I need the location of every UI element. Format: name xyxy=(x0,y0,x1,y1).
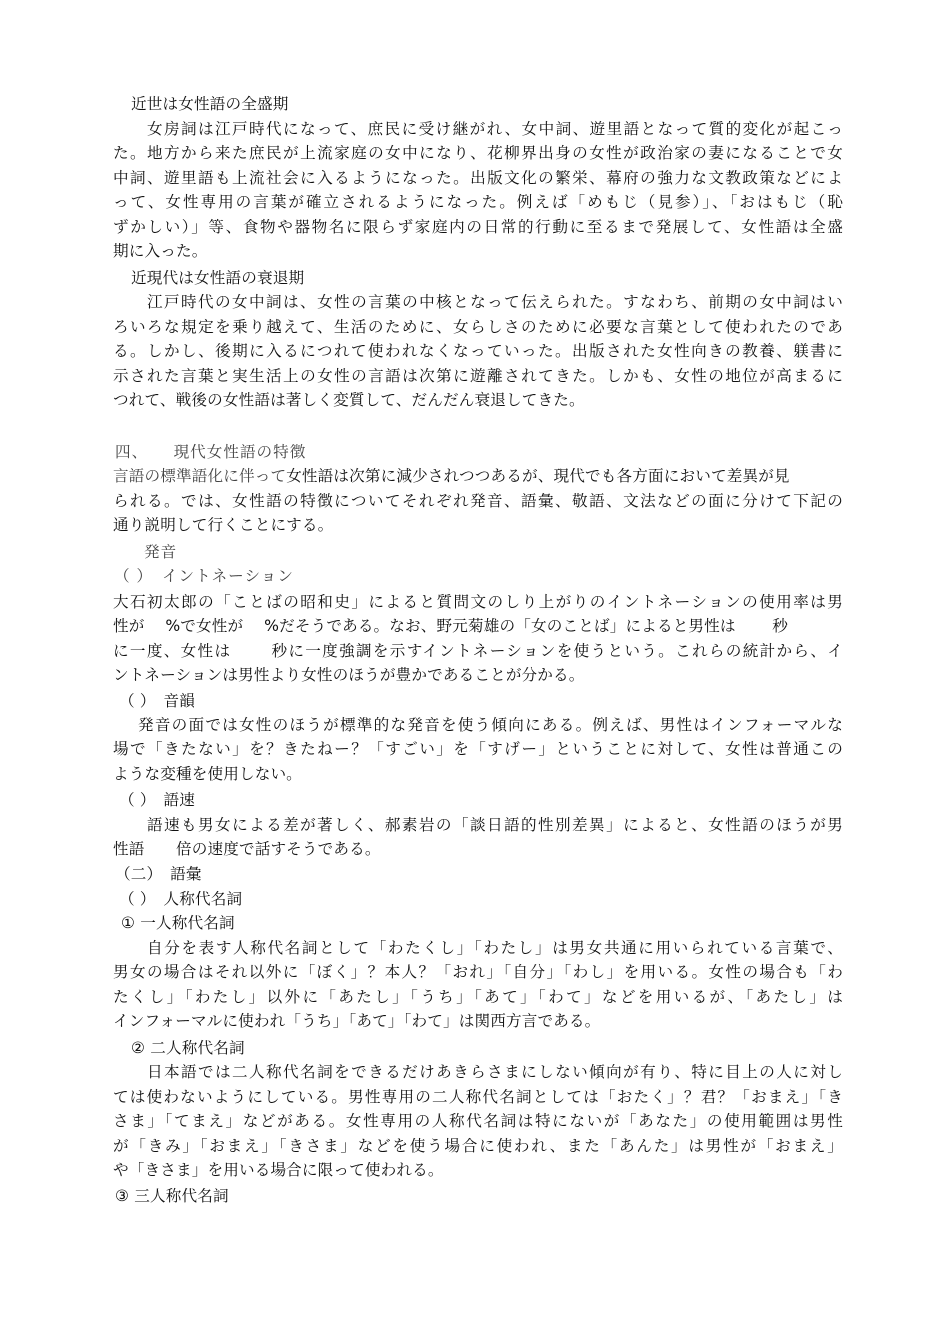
paragraph-line: 通り説明して行くことにする。 xyxy=(113,516,334,534)
paragraph-line: ような変種を使用しない。 xyxy=(113,765,302,783)
paragraph-line: って、女性専用の言葉が確立されるようになった。例えば「めもじ（見参）」、「おはもじ（恥 xyxy=(113,193,843,211)
paragraph-line: 期に入った。 xyxy=(113,242,208,260)
paragraph-line: 性語 倍の速度で話すそうである。 xyxy=(113,840,381,858)
paragraph-line: が「きみ」「おまえ」「きさま」などを使う場合に使われ、また「あんた」は男性が「おまえ」 xyxy=(113,1137,843,1155)
subheading-first-person: ① 一人称代名詞 xyxy=(121,914,235,932)
subheading-goi: （二） 語彙 xyxy=(115,865,202,883)
paragraph-line: 大石初太郎の「ことばの昭和史」によると質問文のしり上がりのイントネーションの使用率は男 xyxy=(113,593,843,611)
paragraph-line: 示された言葉と実生活上の女性の言語は次第に遊離されてきた。しかも、女性の地位が高まるに xyxy=(113,367,843,385)
subheading-third-person: ③ 三人称代名詞 xyxy=(115,1187,229,1205)
subheading-ninsho-daimeishi: （ ） 人称代名詞 xyxy=(119,890,243,908)
paragraph-line: 発音の面では女性のほうが標準的な発音を使う傾向にある。例えば、男性はインフォーマルな xyxy=(138,716,843,734)
paragraph-line: ントネーションは男性より女性のほうが豊かであることが分かる。 xyxy=(113,666,585,684)
paragraph-line: さま」「てまえ」などがある。女性専用の人称代名詞は特にないが「あなた」の使用範囲は男性 xyxy=(113,1112,843,1130)
paragraph-line: つれて、戦後の女性語は著しく変質して、だんだん衰退してきた。 xyxy=(113,391,585,409)
paragraph-line: に一度、女性は 秒に一度強調を示すイントネーションを使うという。これらの統計から、イ xyxy=(113,642,843,660)
paragraph-line: られる。では、女性語の特徴についてそれぞれ発音、語彙、敬語、文法などの面に分けて下記の xyxy=(113,492,843,510)
paragraph-line: 場で「きたない」を？きたねー？「すごい」を「すげー」ということに対して、女性は普通この xyxy=(113,740,843,758)
paragraph-line: インフォーマルに使われ「うち」「あて」「わて」は関西方言である。 xyxy=(113,1012,601,1030)
paragraph-line: 中詞、遊里語も上流社会に入るようになった。出版文化の繁栄、幕府の強力な文教政策などによ xyxy=(113,169,843,187)
subheading-gosoku: （ ） 語速 xyxy=(119,791,196,809)
paragraph-line: た。地方から来た庶民が上流家庭の女中になり、花柳界出身の女性が政治家の妻になることで女 xyxy=(113,144,843,162)
section-heading-4: 四、 現代女性語の特徴 xyxy=(115,443,307,461)
paragraph-line: 江戸時代の女中詞は、女性の言葉の中核となって伝えられた。すなわち、前期の女中詞はい xyxy=(147,293,843,311)
paragraph-line: ずかしい）」等、食物や器物名に限らず家庭内の日常的行動に至るまで発展して、女性語は全盛 xyxy=(113,218,843,236)
paragraph-line: 自分を表す人称代名詞として「わたくし」「わたし」は男女共通に用いられている言葉で、 xyxy=(147,939,843,957)
subheading-intonation: （ ） イントネーション xyxy=(114,567,294,585)
subheading-onin: （ ） 音韻 xyxy=(119,692,196,710)
subheading-kinsei: 近世は女性語の全盛期 xyxy=(131,95,289,113)
paragraph-line xyxy=(113,464,843,488)
paragraph-line: 女房詞は江戸時代になって、庶民に受け継がれ、女中詞、遊里語となって質的変化が起こっ xyxy=(147,120,843,138)
paragraph-line: たくし」「わたし」以外に「あたし」「うち」「あて」「わて」などを用いるが、「あたし」は xyxy=(113,988,843,1006)
subheading-hatsuon: 発音 xyxy=(144,543,178,561)
paragraph-line-serif-part: 言語の標準語化に伴って xyxy=(113,467,287,485)
paragraph-line: る。しかし、後期に入るにつれて使われなくなっていった。出版された女性向きの教養、躾書に xyxy=(113,342,843,360)
paragraph-line: 日本語では二人称代名詞をできるだけあきらさまにしない傾向が有り、特に目上の人に対し xyxy=(147,1063,843,1081)
paragraph-line: ては使わないようにしている。男性専用の二人称代名詞としては「おたく」？君？「おまえ」「き xyxy=(113,1088,843,1106)
paragraph-line: 性が %で女性が %だそうである。なお、野元菊雄の「女のことば」によると男性は 秒 xyxy=(113,617,789,635)
paragraph-line: や「きさま」を用いる場合に限って使われる。 xyxy=(113,1161,444,1179)
paragraph-line-sans-part: 女性語は次第に減少されつつあるが、現代でも各方面において差異が見 xyxy=(286,467,790,485)
paragraph-line: ろいろな規定を乗り越えて、生活のために、女らしさのために必要な言葉として使われたのであ xyxy=(113,318,843,336)
paragraph-line: 語速も男女による差が著しく、郝素岩の「談日語的性別差異」によると、女性語のほうが男 xyxy=(147,816,843,834)
subheading-second-person: ② 二人称代名詞 xyxy=(131,1039,245,1057)
subheading-kingendai: 近現代は女性語の衰退期 xyxy=(131,269,305,287)
paragraph-line: 男女の場合はそれ以外に「ぼく」？本人？「おれ」「自分」「わし」を用いる。女性の場合も「わ xyxy=(113,963,843,981)
